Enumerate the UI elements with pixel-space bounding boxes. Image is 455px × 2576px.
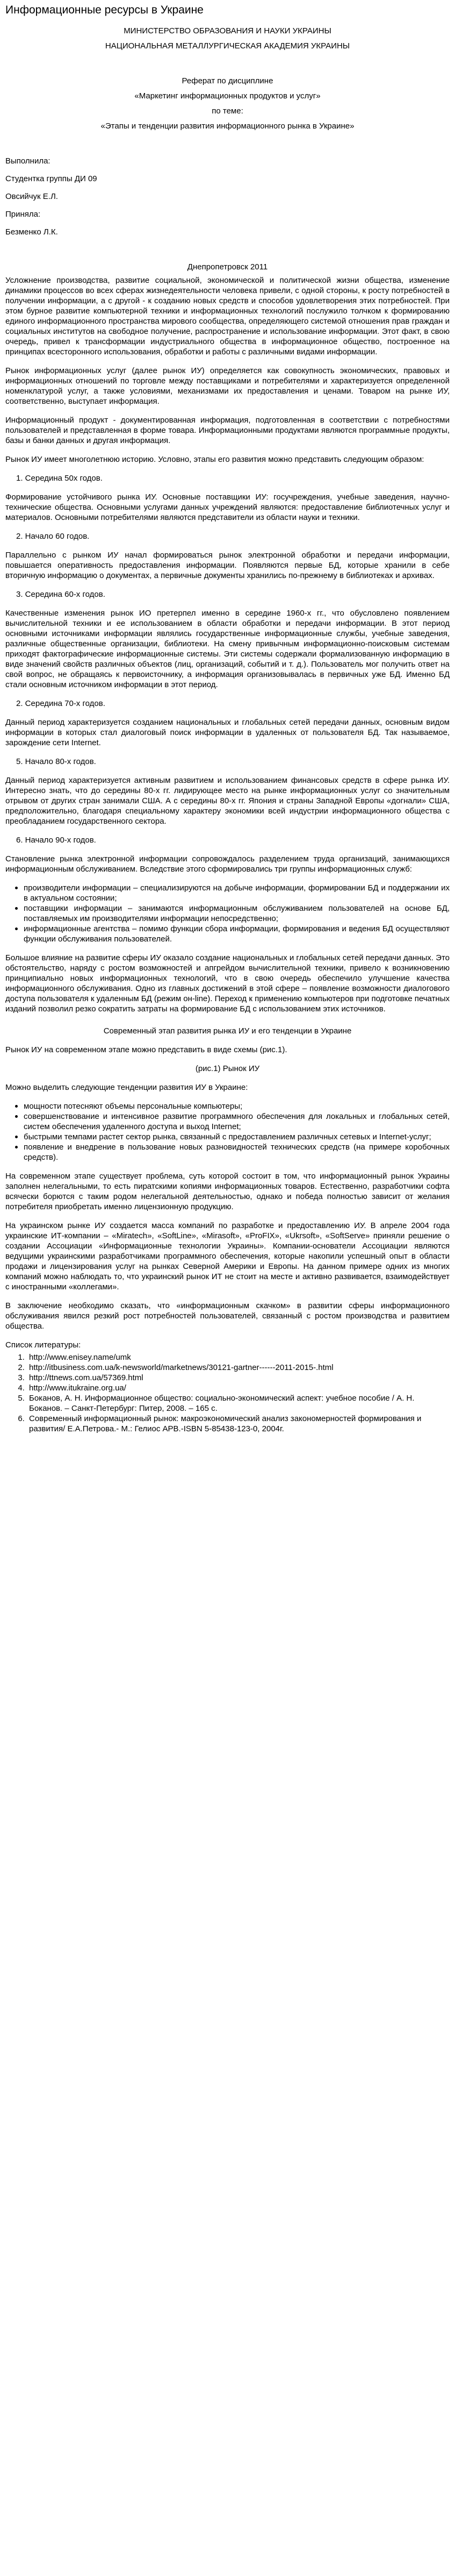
academy-line: НАЦИОНАЛЬНАЯ МЕТАЛЛУРГИЧЕСКАЯ АКАДЕМИЯ УКРАИНЫ [105,41,350,51]
stage-heading-2: 2. Начало 60 годов. [16,532,90,541]
paragraph-stage-5: Данный период характеризуется активным развитием и использованием финансовых средств в сфере рынка ИУ. Интересно знать, что до середины 80-х гг. лидирующее место на рынке информационных услуг со значительным отрывом от других стран занимали США. А с середины 80-х гг. Япония и страны Западной Европы «догнали» США, предположительно, благодаря специальному характеру экономики всей индустрии информационного общества с преобладанием государственного сектора. [5,776,450,826]
reference-link[interactable]: 3. http://ttnews.com.ua/57369.html [27,1373,450,1383]
paragraph-companies: На украинском рынке ИУ создается масса компаний по разработке и предоставлению ИУ. В апреле 2004 года украинские ИТ-компании – «Miratech», «SoftLine», «Mirasoft», «ProFIX», «Ukrsoft», «SoftServe» приняли решение о создании Ассоциации «Информационные технологии Украины». Компании-основатели Ассоциации являются ведущими украинскими разработчиками программного обеспечения, которые накопили успешный опыт в области продажи и лицензирования услуг на рынках Северной Америки и Европы. На данном примере одних из многих компаний можно наблюдать то, что украинский рынок ИТ не стоит на месте и активно развивается, взаимодействует с иностранными «коллегами». [5,1221,450,1291]
paragraph-conclusion: В заключение необходимо сказать, что «информационным скачком» в развитии сферы информационного обслуживания явился резкий рост потребностей пользователей, связанный с ростом производства и развитием общества. [5,1301,450,1331]
topic-line: «Этапы и тенденции развития информационного рынка в Украине» [100,122,355,131]
list-item: информационные агентства – помимо функции сбора информации, формирования и ведения БД осуществляют функции обслуживания пользователей. [24,924,450,944]
paragraph-scheme: Рынок ИУ на современном этапе можно представить в виде схемы (рис.1). [5,1045,287,1054]
paragraph-stage-3: Качественные изменения рынок ИО претерпел именно в середине 1960-х гг., что обусловлено появлением вычислительной техники и ее использованием в области обработки и передачи информации. В этот период основными источниками информации являлись государственные информационные службы, учебные заведения, различные общественные организации, библиотеки. На смену привычным информационно-поисковым системам приходят фактографические информационные системы. Эти системы содержали формализованную информацию в виде значений свойств различных объектов (лиц, организаций, событий и т. д.). Пользователь мог получить ответ на свой вопрос, не обращаясь к первоисточнику, а информация организовывалась в первичных уже БД. Именно БД стали основным источником информации в этот период. [5,609,450,689]
document-body [5,275,450,1434]
paragraph-stage-6: Становление рынка электронной информации сопровождалось разделением труда организаций, занимающихся информационным обслуживанием. Вследствие этого сформировались три группы информационных служб: [5,854,450,874]
signatures-block [5,156,450,237]
stage-heading-3: 3. Середина 60-х годов. [16,590,105,599]
paragraph-info-product: Информационный продукт - документированная информация, подготовленная в соответствии с потребностями пользователей и представленная в форме товара. Информационными продуктами являются программные продукты, базы и банки данных и другая информация. [5,416,450,445]
stage-heading-1: 1. Середина 50х годов. [16,474,103,483]
reference-link[interactable]: 4. http://www.itukraine.org.ua/ [27,1383,450,1393]
page-title: Информационные ресурсы в Украине [5,4,204,16]
section-title: Современный этап развития рынка ИУ и его тенденции в Украине [103,1026,352,1036]
figure-caption: (рис.1) Рынок ИУ [195,1064,260,1073]
paragraph-stage-4: Данный период характеризуется созданием национальных и глобальных сетей передачи данных, основным видом информации в которых стал диалоговый поиск информации в удаленных от пользователя БД. Так называемое, зарождение сети Internet. [5,718,450,747]
list-item: совершенствование и интенсивное развитие программного обеспечения для локальных и глобальных сетей, систем обеспечения удаленного доступа и выход Internet; [24,1112,450,1131]
list-item: производители информации – специализируются на добыче информации, формировании БД и поддержании их в актуальном состоянии; [24,883,450,903]
title-page [5,26,450,131]
reference-link[interactable]: 2. http://itbusiness.com.ua/k-newsworld/marketnews/30121-gartner------2011-2015-.html [27,1362,450,1373]
list-item: быстрыми темпами растет сектор рынка, связанный с предоставлением различных сетевых и Internet-услуг; [24,1132,450,1142]
reference-item: 5. Боканов, А. Н. Информационное общество: социально-экономический аспект: учебное пособие / А. Н. Боканов. – Санкт-Петербург: Питер, 2008. – 165 с. [27,1393,450,1414]
reference-item: 6. Современный информационный рынок: макроэкономический анализ закономерностей формирования и развития/ Е.А.Петрова.- М.: Гелиос АРВ.-ISBN 5-85438-123-0, 2004г. [27,1414,450,1434]
paragraph-history: Рынок ИУ имеет многолетнюю историю. Условно, этапы его развития можно представить следующим образом: [5,455,424,464]
list-item: появление и внедрение в пользование новых разновидностей технических средств (на примере коробочных средств). [24,1143,450,1162]
paragraph-market-definition: Рынок информационных услуг (далее рынок ИУ) определяется как совокупность экономических, правовых и информационных отношений по торговле между поставщиками и потребителями и характеризуется определенной номенклатурой услуг, а также условиями, механизмами их предоставления и ценами. Товаром на рынке ИУ, соответственно, выступает информация. [5,366,450,406]
teacher-name: Безменко Л.К. [5,227,58,237]
stage-heading-6: 6. Начало 90-х годов. [16,836,96,845]
discipline-line: «Маркетинг информационных продуктов и услуг» [134,91,321,101]
paragraph-stage-1: Формирование устойчивого рынка ИУ. Основные поставщики ИУ: госучреждения, учебные заведения, научно-технические общества. Основными услугами данных учреждений являются: предоставление библиотечных услуг и материалов. Основными потребителями являются представители из области науки и техники. [5,493,450,522]
list-item: поставщики информации – занимаются информационным обслуживанием пользователей на основе БД, поставляемых им производителями информации непосредственно; [24,904,450,923]
ministry-line: МИНИСТЕРСТВО ОБРАЗОВАНИЯ И НАУКИ УКРАИНЫ [124,26,331,35]
performed-label: Выполнила: [5,156,50,166]
topic-label: по теме: [212,106,243,116]
paragraph-networks: Большое влияние на развитие сферы ИУ оказало создание национальных и глобальных сетей передачи данных. Это обстоятельство, наряду с ростом возможностей и апгрейдом вычислительной техники, привело к возникновению принципиально новых информационных технологий, что в свою очередь обеспечило улучшение качества информационного обслуживания. Одно из главных достижений в этой сфере – появление возможности диалогового доступа пользователя к удаленным БД (режим он-line). Переход к применению компьютеров при подготовке печатных изданий позволил резко сократить затраты на формирование БД с использованием этих источников. [5,953,450,1014]
student-name: Овсийчук Е.Л. [5,192,58,201]
references-list [5,1352,450,1434]
services-list [5,883,450,944]
reference-link[interactable]: 1. http://www.enisey.name/umk [27,1352,450,1362]
paragraph-trends-intro: Можно выделить следующие тенденции развития ИУ в Украине: [5,1083,248,1092]
doc-type-line: Реферат по дисциплине [182,76,273,85]
city-year: Днепропетровск 2011 [187,262,268,272]
student-group: Студентка группы ДИ 09 [5,174,97,183]
stage-heading-4: 2. Середина 70-х годов. [16,699,105,708]
accepted-label: Приняла: [5,210,41,219]
paragraph-stage-2: Параллельно с рынком ИУ начал формироваться рынок электронной обработки и передачи информации, повышается оперативность предоставления информации. Появляются первые БД, которые хранили в себе вторичную информацию о документах, а первичные документы хранились по-прежнему в библиотеках и архивах. [5,551,450,580]
references-title: Список литературы: [5,1340,81,1350]
list-item: мощности потесняют объемы персональные компьютеры; [24,1101,450,1111]
paragraph-piracy: На современном этапе существует проблема, суть которой состоит в том, что информационный рынок Украины заполнен нелегальными, то есть пиратскими копиями информационных товаров. Естественно, разработчики софта всячески борются с таким родом нелегальной деятельностью, однако и победа полностью зависит от желания потребителя приобретать именно лицензионную продукцию. [5,1172,450,1211]
stage-heading-5: 5. Начало 80-х годов. [16,757,96,766]
paragraph-intro: Усложнение производства, развитие социальной, экономической и политической жизни общества, изменение динамики процессов во всех сферах жизнедеятельности человека привели, с одной стороны, к росту потребностей в получении информации, а с другой - к созданию новых средств и способов удовлетворения этих потребностей. При этом бурное развитие компьютерной техники и информационных технологий послужило толчком к формированию единого информационного пространства мирового сообщества, определяющего системой отношения прав граждан и социальных институтов на свободное получение, распространение и использование информации. Этот факт, в свою очередь, привел к трансформации индустриального общества в информационное общество, построенное на принципах всесторонного использования, обработки и работы с различными видами информации. [5,276,450,356]
trends-list [5,1101,450,1162]
